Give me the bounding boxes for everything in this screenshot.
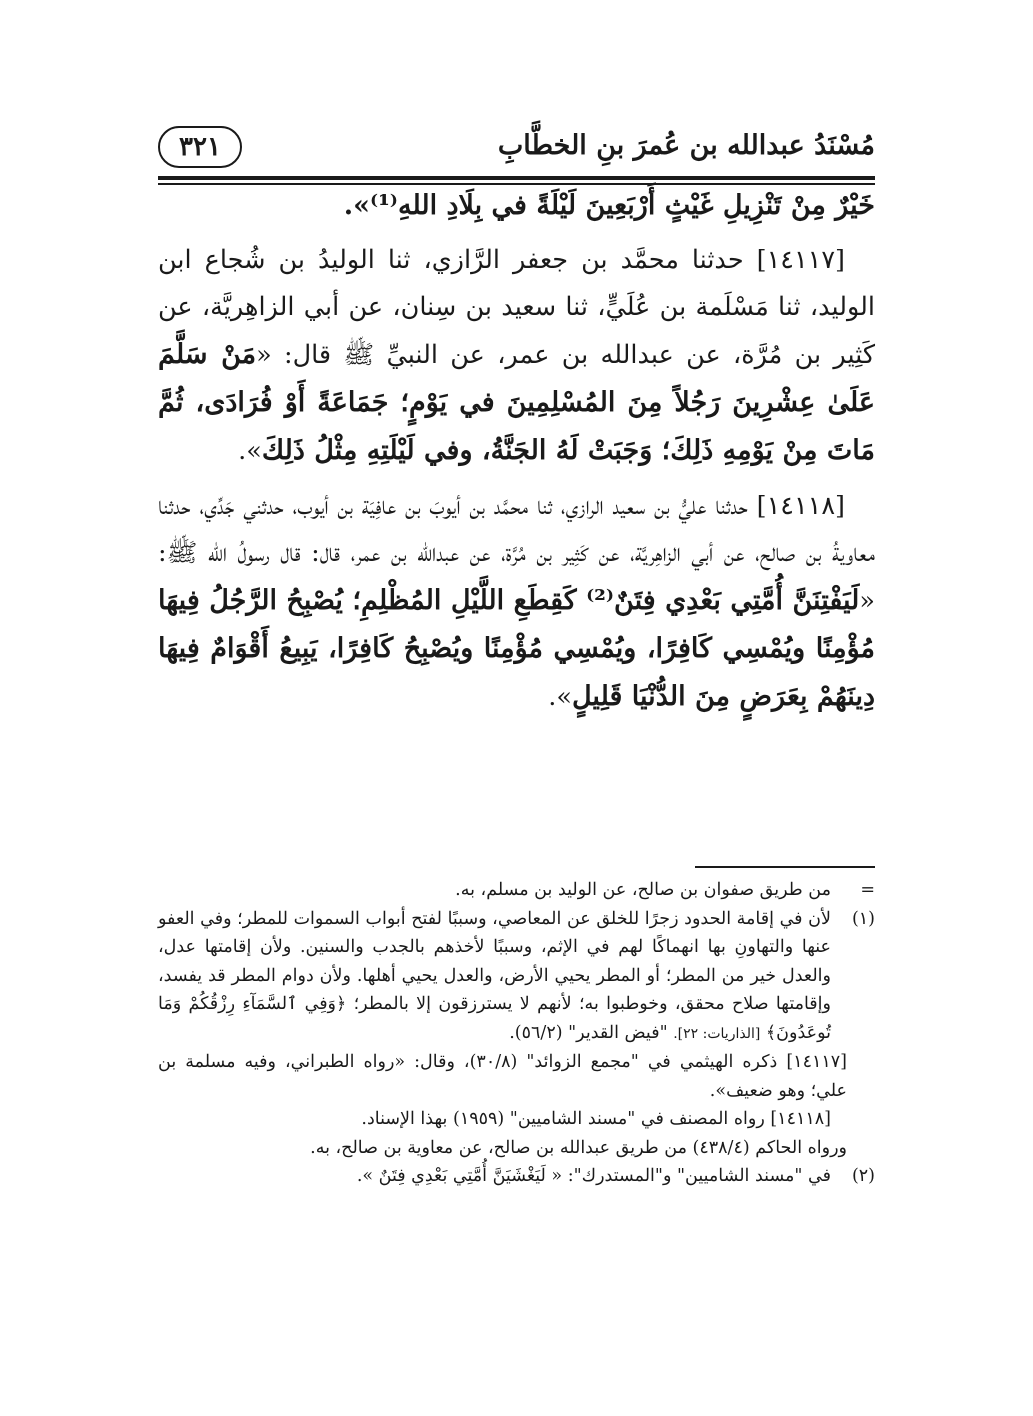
matn-14117: مَنْ سَلَّمَ عَلَىٰ عِشْرِينَ رَجُلاً مِنَ المُسْلِمِينَ في يَوْمٍ؛ جَمَاعَةً أَوْ فُرَادَى، ثُمَّ مَاتَ مِنْ يَوْمِهِ ذَلِكَ؛ وَجَبَتْ لَهُ الجَنَّةُ، وفي لَيْلَتِهِ مِثْلُ ذَلِكَ bbox=[158, 339, 875, 466]
matn-14117-close: ». bbox=[238, 436, 262, 466]
footnote-1-source: "فيض القدير" (٥٦/٢). bbox=[509, 1022, 668, 1043]
isnad-14118: [١٤١١٨] حدثنا عليُّ بن سعيد الرازي، ثنا محمَّد بن أيوبَ بن عافِيَة بن أيوب، حدثني جَدِّي، حدثنا معاويةُ بن صالح، عن أبي الزاهِريَّة، عن كَثِير بن مُرَّة، عن عبدالله بن عمر، قال: قال رسولُ الله ﷺ: « bbox=[158, 491, 875, 616]
page-header bbox=[158, 118, 875, 180]
footnote-separator bbox=[695, 866, 875, 868]
footnote-continuation-text: من طريق صفوان بن صالح، عن الوليد بن مسلم، به. bbox=[455, 880, 831, 900]
matn-14118-close: ». bbox=[548, 682, 572, 712]
footnote-14117: [١٤١١٧] ذكره الهيثمي في "مجمع الزوائد" (٣٠/٨)، وقال: «رواه الطبراني، وفيه مسلمة بن علي؛ وهو ضعيف». bbox=[158, 1052, 847, 1101]
page-number: ٣٢١ bbox=[158, 126, 242, 168]
footnote-continuation bbox=[158, 876, 875, 905]
hadith-14118 bbox=[158, 483, 875, 721]
footnote-14118-a: [١٤١١٨] رواه المصنف في "مسند الشاميين" (١٩٥٩) بهذا الإسناد. bbox=[361, 1109, 831, 1129]
isnad-14117: [١٤١١٧] حدثنا محمَّد بن جعفر الرَّازي، ثنا الوليدُ بن شُجاع ابن الوليد، ثنا مَسْلَمة بن عُلَيٍّ، ثنا سعيد بن سِنان، عن أبي الزاهِريَّة، عن كَثِير بن مُرَّة، عن عبدالله بن عمر، عن النبيِّ ﷺ قال: « bbox=[158, 245, 875, 370]
continuation-mark: = bbox=[860, 880, 875, 900]
footnote-1-text: لأن في إقامة الحدود زجرًا للخلق عن المعاصي، وسببًا لفتح أبواب السموات للمطر؛ وفي العفو عنها والتهاونِ بها انهماكًا لهم في الإثم، وسببًا لأخذهم بالجدب والسنين. ولأن إقامتها عدل، والعدل خير من المطر؛ أو المطر يحيي الأرض، والعدل يحيي أهلها. ولأن دوام المطر قد يفسد، وإقامتها صلاح محقق، وخوطبوا به؛ لأنهم لا يسترزقون إلا بالمطر؛ ﴿وَفِي ٱلسَّمَآءِ رِزْقُكُمْ وَمَا تُوعَدُونَ﴾ bbox=[158, 908, 831, 1043]
footnotes bbox=[158, 876, 875, 1191]
running-title: مُسْنَدُ عبدالله بن عُمرَ بنِ الخطَّابِ bbox=[497, 130, 875, 161]
hadith-14117 bbox=[158, 237, 875, 475]
main-text bbox=[158, 182, 875, 721]
footnote-1-mark: (١) bbox=[851, 908, 875, 929]
footnote-1 bbox=[158, 905, 875, 1049]
footnote-14118-b: ورواه الحاكم (٤٣٨/٤) من طريق عبدالله بن صالح، عن معاوية بن صالح، به. bbox=[310, 1137, 847, 1158]
footnote-1-verse-ref: [الذاريات: ٢٢]. bbox=[673, 1025, 761, 1042]
footnote-2 bbox=[158, 1162, 875, 1191]
footnote-2-text: في "مسند الشاميين" و"المستدرك": « لَيَغْشَيَنَّ أُمَّتِي بَعْدِي فِتَنٌ ». bbox=[356, 1166, 831, 1186]
matn-14118: لَيَفْتِنَنَّ أُمَّتِي بَعْدِي فِتَنٌ⁽²⁾ كَقِطَعِ اللَّيْلِ المُظْلِمِ؛ يُصْبِحُ الرَّجُلُ فِيهَا مُؤْمِنًا ويُمْسِي كَافِرًا، ويُمْسِي مُؤْمِنًا ويُصْبِحُ كَافِرًا، يَبِيعُ أَقْوَامٌ فِيهَا دِينَهُمْ بِعَرَضٍ مِنَ الدُّنْيَا قَلِيلٍ bbox=[158, 585, 875, 712]
continued-hadith-line: خَيْرٌ مِنْ تَنْزِيلِ غَيْثٍ أَرْبَعِينَ لَيْلَةً في بِلَادِ اللهِ⁽¹⁾». bbox=[343, 190, 875, 221]
footnote-2-mark: (٢) bbox=[851, 1166, 875, 1186]
header-rule-thick bbox=[158, 176, 875, 180]
